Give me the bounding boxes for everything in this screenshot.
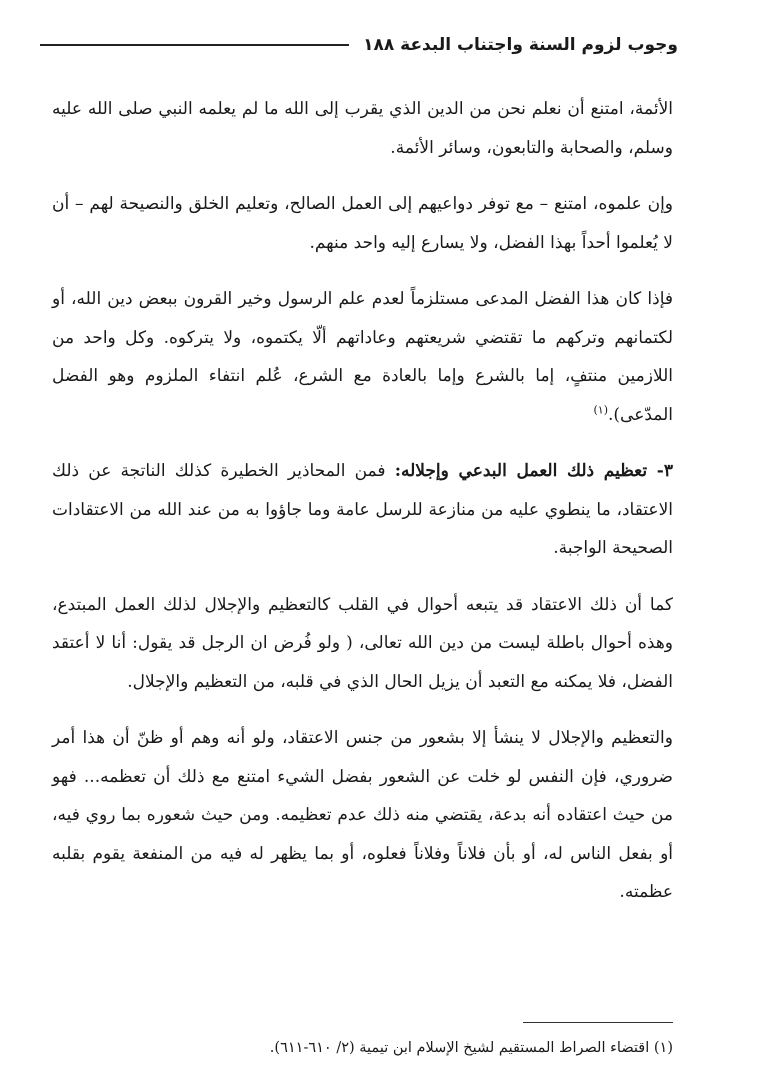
page-header	[40, 30, 678, 60]
paragraph-text: فإذا كان هذا الفضل المدعى مستلزماً لعدم علم الرسول وخير القرون ببعض دين الله، أو لكتمانهم وتركهم ما تقتضي شريعتهم وعاداتهم ألّا يكتموه، ولا يتركوه. وكل واحد من اللازمين منتفٍ، إما بالشرع وإما بالعادة مع الشرع، عُلم انتفاء الملزوم وهو الفضل المدّعى).	[52, 289, 673, 425]
footnote-divider	[523, 1022, 673, 1023]
footnote-reference: (١)	[593, 402, 608, 416]
section-title: تعظيم ذلك العمل البدعي وإجلاله:	[394, 461, 648, 481]
paragraph: الأئمة، امتنع أن نعلم نحن من الدين الذي يقرب إلى الله ما لم يعلمه النبي صلى الله عليه وسلم، والصحابة والتابعون، وسائر الأئمة.	[52, 99, 673, 158]
paragraph: وإن علموه، امتنع – مع توفر دواعيهم إلى العمل الصالح، وتعليم الخلق والنصيحة لهم – أن لا يُعلموا أحداً بهذا الفضل، ولا يسارع إليه واحد منهم.	[52, 194, 673, 253]
section-paragraph	[52, 452, 673, 568]
main-text	[52, 90, 673, 930]
paragraph-with-footnote	[52, 280, 673, 434]
header-rule	[40, 44, 349, 46]
running-title: وجوب لزوم السنة واجتناب البدعة ١٨٨	[363, 35, 678, 55]
paragraph: والتعظيم والإجلال لا ينشأ إلا بشعور من جنس الاعتقاد، ولو أنه وهم أو ظنّ أن هذا أمر ضروري، فإن النفس لو خلت عن الشعور بفضل الشيء امتنع مع ذلك أن تعظمه... فهو من حيث اعتقاده أنه بدعة، يقتضي منه ذلك عدم تعظيمه. ومن حيث شعوره بما روي فيه، أو بفعل الناس له، أو بأن فلاناً وفلاناً فعلوه، أو بما يظهر له فيه من المنفعة يقوم بقلبه عظمته.	[52, 728, 673, 902]
footnote: (١) اقتضاء الصراط المستقيم لشيخ الإسلام ابن تيمية (٢/ ٦١٠-٦١١).	[269, 1040, 673, 1056]
section-number: ٣-	[647, 461, 674, 481]
section-text: فمن المحاذير الخطيرة كذلك الناتجة عن ذلك الاعتقاد، ما ينطوي عليه من منازعة للرسل عامة وما جاؤوا به من عند الله من الاعتقادات الصحيحة الواجبة.	[52, 461, 673, 558]
paragraph: كما أن ذلك الاعتقاد قد يتبعه أحوال في القلب كالتعظيم والإجلال لذلك العمل المبتدع، وهذه أحوال باطلة ليست من دين الله تعالى، ( ولو فُرض ان الرجل قد يقول: أنا لا أعتقد الفضل، فلا يمكنه مع التعبد أن يزيل الحال الذي في قلبه، من التعظيم والإجلال.	[52, 594, 673, 692]
